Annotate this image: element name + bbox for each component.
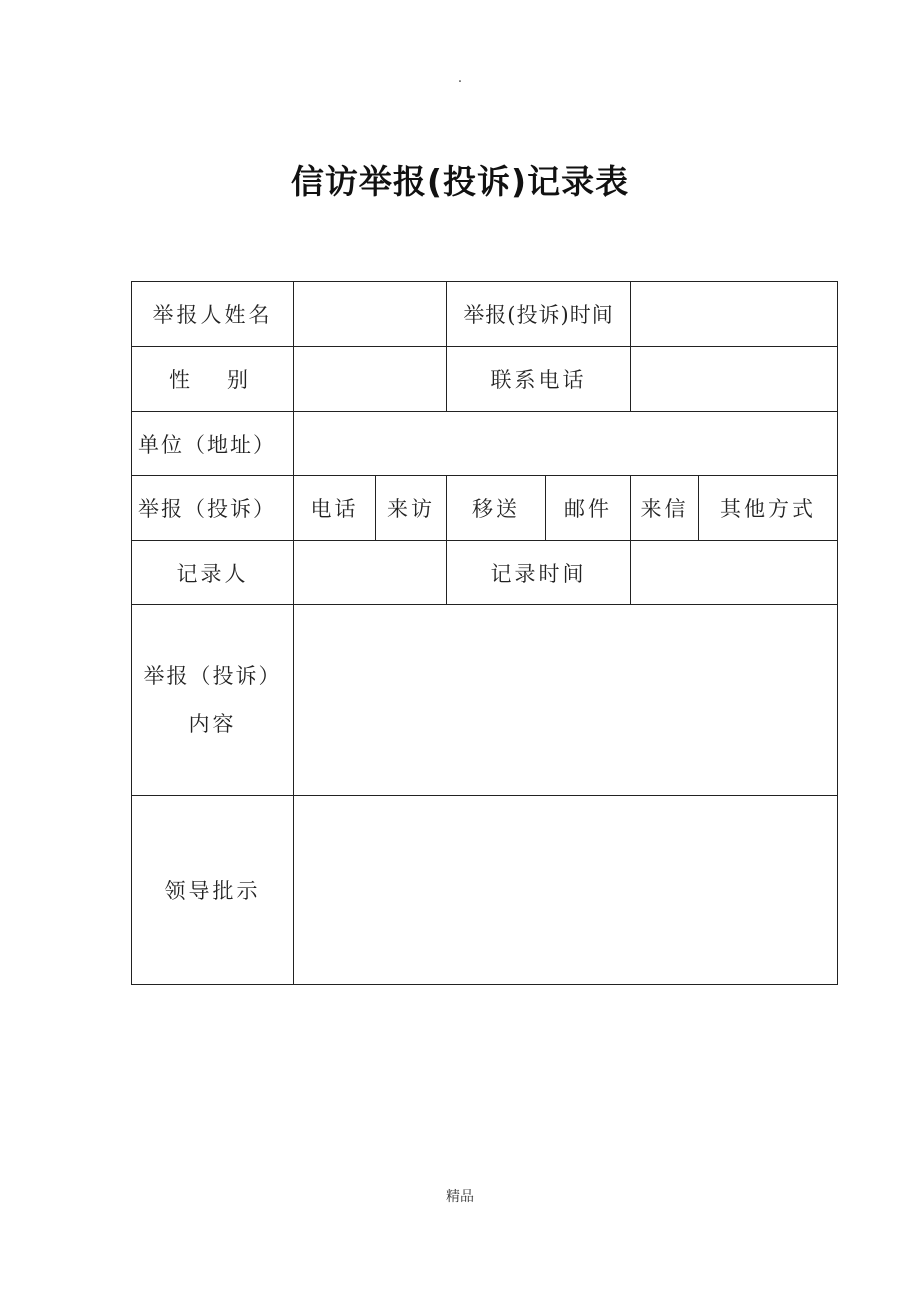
form-row-reporter [132, 282, 838, 347]
content-label-line2: 内容 [188, 712, 237, 736]
report-time-label: 举报(投诉)时间 [447, 282, 631, 347]
reporter-name-label: 举报人姓名 [132, 282, 294, 347]
content-label-line1: 举报（投诉） [143, 664, 282, 688]
method-other[interactable]: 其他方式 [699, 476, 838, 541]
reporter-name-field[interactable] [294, 282, 447, 347]
gender-field[interactable] [294, 347, 447, 412]
recorder-label: 记录人 [132, 541, 294, 605]
form-row-leader [132, 796, 838, 985]
report-method-label: 举报（投诉） [132, 476, 294, 541]
contact-phone-field[interactable] [631, 347, 838, 412]
content-field[interactable] [294, 605, 838, 796]
document-title: 信访举报(投诉)记录表 [290, 162, 630, 201]
contact-phone-label: 联系电话 [447, 347, 631, 412]
recorder-field[interactable] [294, 541, 447, 605]
unit-address-field[interactable] [294, 412, 838, 476]
report-record-form [131, 281, 838, 985]
method-mail[interactable]: 邮件 [546, 476, 631, 541]
header-mark: . [457, 70, 463, 86]
gender-label: 性 别 [132, 347, 294, 412]
method-phone[interactable]: 电话 [294, 476, 376, 541]
form-row-method [132, 476, 838, 541]
form-row-gender [132, 347, 838, 412]
record-time-label: 记录时间 [447, 541, 631, 605]
method-letter[interactable]: 来信 [631, 476, 699, 541]
method-visit[interactable]: 来访 [376, 476, 447, 541]
unit-address-label: 单位（地址） [132, 412, 294, 476]
record-time-field[interactable] [631, 541, 838, 605]
form-row-unit [132, 412, 838, 476]
leader-instruction-label: 领导批示 [132, 796, 294, 985]
method-transfer[interactable]: 移送 [447, 476, 546, 541]
form-row-recorder [132, 541, 838, 605]
content-label [132, 605, 294, 796]
leader-instruction-field[interactable] [294, 796, 838, 985]
form-row-content [132, 605, 838, 796]
footer-text: 精品 [446, 1189, 474, 1205]
report-time-field[interactable] [631, 282, 838, 347]
